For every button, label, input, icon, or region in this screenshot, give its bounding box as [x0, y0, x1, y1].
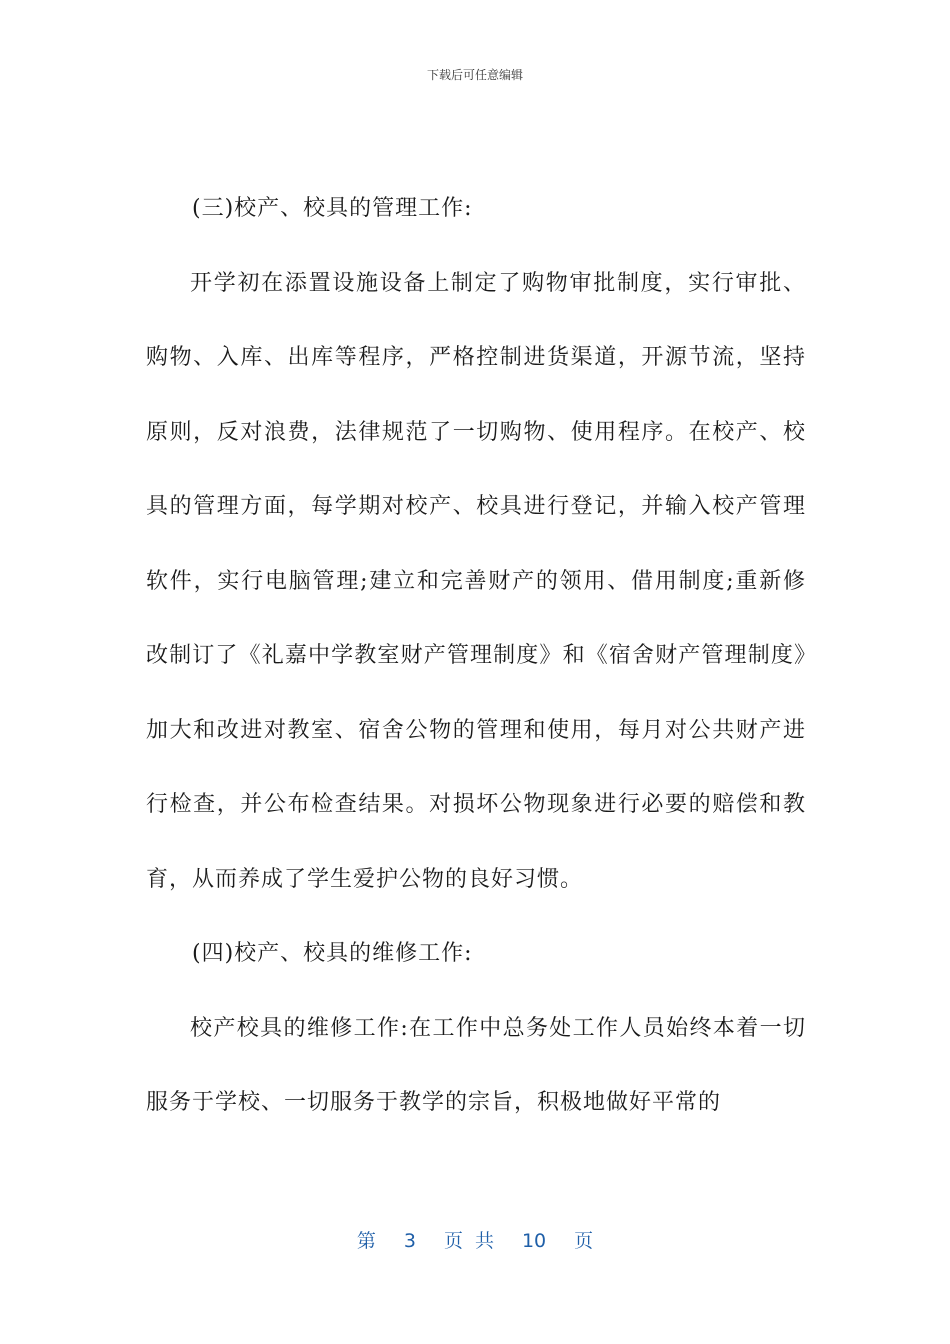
total-prefix: 共: [474, 1230, 494, 1252]
page-footer: [0, 1226, 950, 1253]
paragraph-maintenance: 校产校具的维修工作:在工作中总务处工作人员始终本着一切服务于学校、一切服务于教学的宗旨，积极地做好平常的: [146, 1015, 806, 1115]
document-body: [146, 172, 806, 1141]
page-suffix: 页: [574, 1230, 594, 1252]
page-mid: 页: [443, 1230, 463, 1252]
page-total: 10: [521, 1230, 547, 1252]
section-heading-3: (三)校产、校具的管理工作:: [192, 196, 473, 221]
page-current: 3: [403, 1230, 416, 1252]
header-note: 下载后可任意编辑: [426, 68, 523, 82]
section-heading-4: (四)校产、校具的维修工作:: [192, 941, 473, 966]
paragraph-management: 开学初在添置设施设备上制定了购物审批制度，实行审批、购物、入库、出库等程序，严格控制进货渠道，开源节流，坚持原则，反对浪费，法律规范了一切购物、使用程序。在校产、校具的管理方面，每学期对校产、校具进行登记，并输入校产管理软件，实行电脑管理;建立和完善财产的领用、借用制度;重新修改制订了《礼嘉中学教室财产管理制度》和《宿舍财产管理制度》加大和改进对教室、宿舍公物的管理和使用，每月对公共财产进行检查，并公布检查结果。对损坏公物现象进行必要的赔偿和教育，从而养成了学生爱护公物的良好习惯。: [146, 270, 806, 892]
page-prefix: 第: [356, 1230, 376, 1252]
